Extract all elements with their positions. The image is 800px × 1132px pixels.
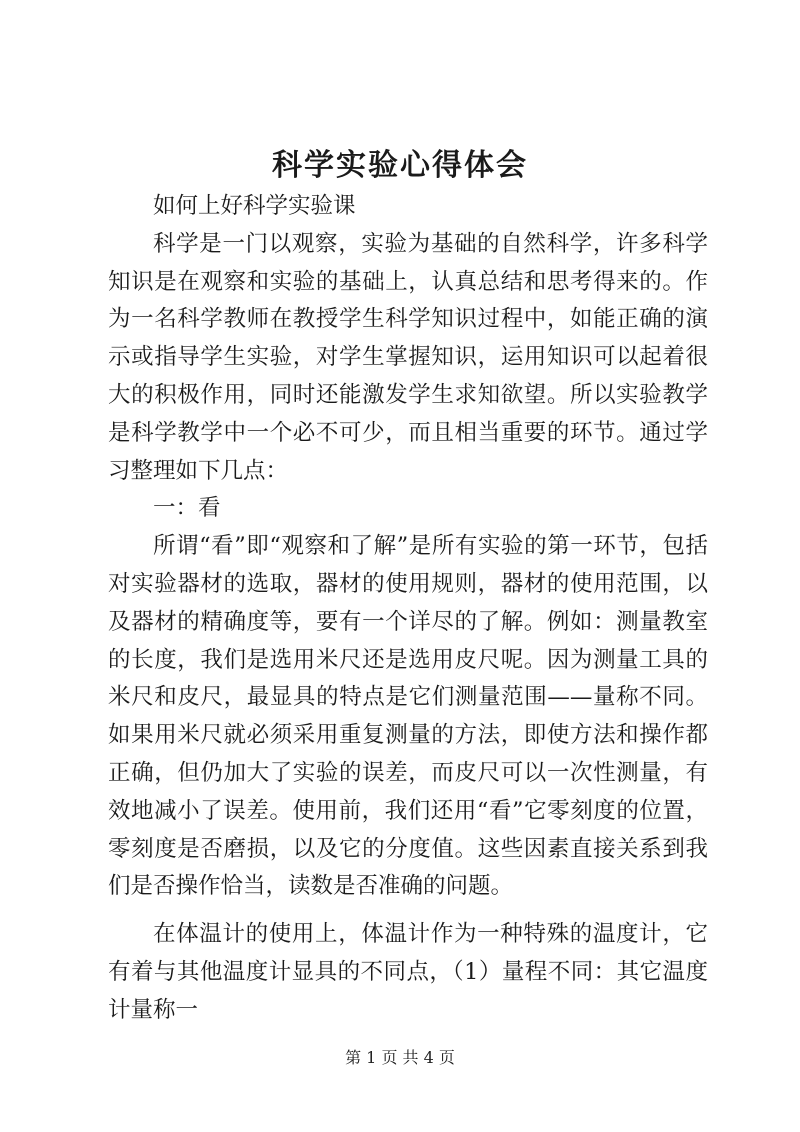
paragraph-intro: 科学是一门以观察，实验为基础的自然科学，许多科学知识是在观察和实验的基础上，认真总结和思考得来的。作为一名科学教师在教授学生科学知识过程中，如能正确的演示或指导学生实验，对学生掌握知识，运用知识可以起着很大的积极作用，同时还能激发学生求知欲望。所以实验教学是科学教学中一个必不可少，而且相当重要的环节。通过学习整理如下几点： bbox=[108, 230, 708, 484]
page-number: 第 1 页 共 4 页 bbox=[345, 1048, 455, 1067]
document-body bbox=[108, 188, 708, 1030]
document-subtitle: 如何上好科学实验课 bbox=[153, 193, 356, 219]
paragraph-thermometer: 在体温计的使用上，体温计作为一种特殊的温度计，它有着与其他温度计显具的不同点，（1）量程不同：其它温度计量称一 bbox=[108, 921, 708, 1023]
section-heading-look: 一：看 bbox=[153, 495, 221, 522]
document-title: 科学实验心得体会 bbox=[272, 148, 528, 183]
paragraph-spacer bbox=[108, 906, 708, 916]
paragraph-look: 所谓“看”即“观察和了解”是所有实验的第一环节，包括对实验器材的选取，器材的使用规则，器材的使用范围，以及器材的精确度等，要有一个详尽的了解。例如：测量教室的长度，我们是选用米尺还是选用皮尺呢。因为测量工具的米尺和皮尺，最显具的特点是它们测量范围——量称不同。如果用米尺就必须采用重复测量的方法，即使方法和操作都正确，但仍加大了实验的误差，而皮尺可以一次性测量，有效地减小了误差。使用前，我们还用“看”它零刻度的位置，零刻度是否磨损，以及它的分度值。这些因素直接关系到我们是否操作恰当，读数是否准确的问题。 bbox=[108, 533, 708, 900]
